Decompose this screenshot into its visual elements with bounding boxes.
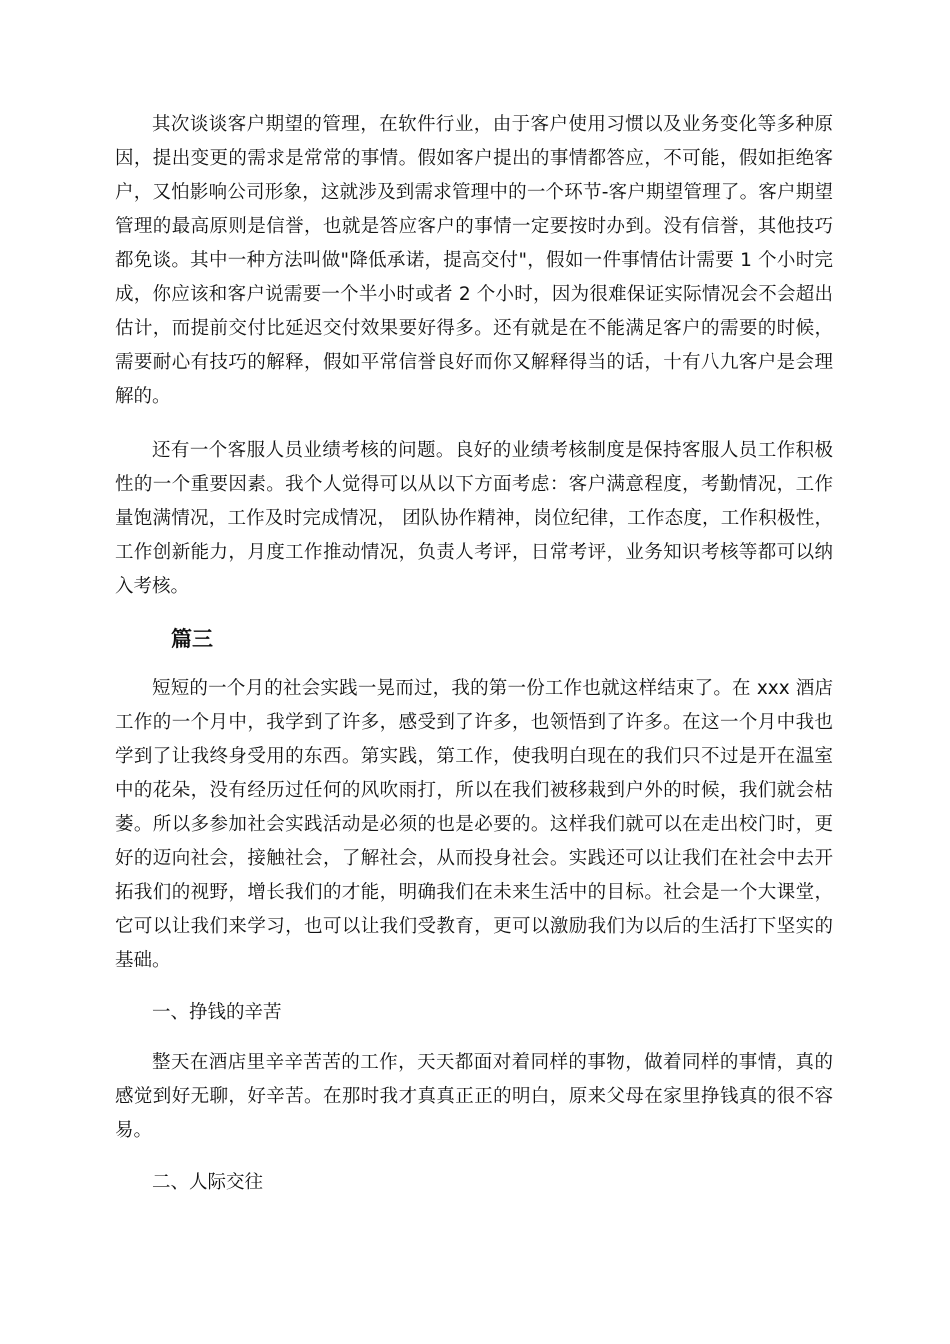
- paragraph-expectation-management: 其次谈谈客户期望的管理，在软件行业，由于客户使用习惯以及业务变化等多种原因，提出变更的需求是常常的事情。假如客户提出的事情都答应，不可能，假如拒绝客户，又怕影响公司形象，这就涉及到需求管理中的一个环节-客户期望管理了。客户期望管理的最高原则是信誉，也就是答应客户的事情一定要按时办到。没有信誉，其他技巧都免谈。其中一种方法叫做"降低承诺，提高交付"，假如一件事情估计需要 1 个小时完成，你应该和客户说需要一个半小时或者 2 个小时，因为很难保证实际情况会不会超出估计，而提前交付比延迟交付效果要好得多。还有就是在不能满足客户的需要的时候，需要耐心有技巧的解释，假如平常信誉良好而你又解释得当的话，十有八九客户是会理解的。: [115, 114, 833, 407]
- section-heading: 篇三: [171, 627, 213, 651]
- paragraph-social-practice: 短短的一个月的社会实践一晃而过，我的第一份工作也就这样结束了。在 xxx 酒店工作的一个月中，我学到了许多，感受到了许多，也领悟到了许多。在这一个月中我也学到了让我终身受用的东西。第实践，第工作，使我明白现在的我们只不过是开在温室中的花朵，没有经历过任何的风吹雨打，所以在我们被移栽到户外的时候，我们就会枯萎。所以多参加社会实践活动是必须的也是必要的。这样我们就可以在走出校门时，更好的迈向社会，接触社会，了解社会，从而投身社会。实践还可以让我们在社会中去开拓我们的视野，增长我们的才能，明确我们在未来生活中的目标。社会是一个大课堂，它可以让我们来学习，也可以让我们受教育，更可以激励我们为以后的生活打下坚实的基础。: [115, 678, 833, 971]
- document-body: [115, 108, 833, 1216]
- paragraph-hard-work: 整天在酒店里辛辛苦苦的工作，天天都面对着同样的事物，做着同样的事情，真的感觉到好无聊，好辛苦。在那时我才真真正正的明白，原来父母在家里挣钱真的很不容易。: [115, 1052, 833, 1141]
- subheading-earning-hardship: 一、挣钱的辛苦: [152, 1002, 282, 1023]
- subheading-interpersonal: 二、人际交往: [152, 1172, 264, 1193]
- paragraph-performance-review: 还有一个客服人员业绩考核的问题。良好的业绩考核制度是保持客服人员工作积极性的一个重要因素。我个人觉得可以从以下方面考虑：客户满意程度，考勤情况，工作量饱满情况，工作及时完成情况， 团队协作精神，岗位纪律，工作态度，工作积极性，工作创新能力，月度工作推动情况，负责人考评，日常考评，业务知识考核等都可以纳入考核。: [115, 440, 833, 597]
